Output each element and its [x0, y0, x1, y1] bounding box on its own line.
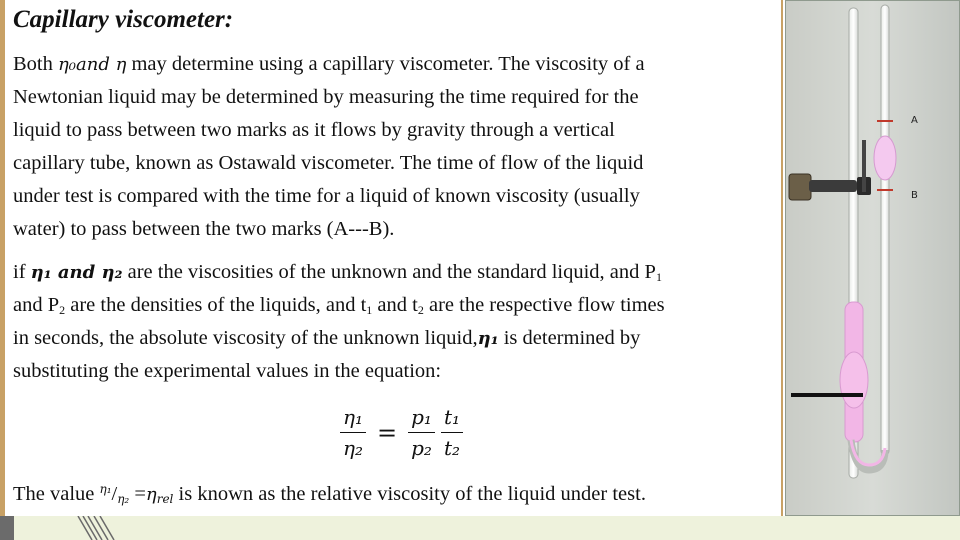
p1-numerator: p₁: [411, 405, 432, 429]
eta1-numerator: η₁: [343, 405, 363, 429]
math-eta1: η₁: [477, 328, 499, 349]
t1-numerator: t₁: [443, 405, 460, 429]
fraction-density: [408, 402, 435, 463]
intro-line-3: liquid to pass between two marks as it flows by gravity through a vertical: [13, 119, 615, 141]
text-panel: [5, 0, 783, 516]
viscosity-equation: [337, 402, 466, 463]
definitions-line-3: in seconds, the absolute viscosity of the unknown liquid,η₁ is determined by: [13, 327, 641, 349]
definitions-line-2: and $P_2$ are the densities of the liquids, and $t_1$ and $t_2$ are the respective flow times: [13, 294, 665, 317]
intro-line-4: capillary tube, known as Ostawald viscometer. The time of flow of the liquid: [13, 152, 644, 174]
math-eta0-eta: η₀and η: [58, 54, 127, 75]
math-eta1-eta2: η₁ and η₂: [30, 262, 123, 283]
intro-line-1: Both η₀and η may determine using a capillary viscometer. The viscosity of a: [13, 53, 645, 75]
lower-bulb: [840, 352, 868, 408]
paragraph-definitions: [13, 256, 665, 388]
eta2-denominator: η₂: [343, 436, 363, 460]
mark-b-label: B: [911, 190, 918, 201]
t2-denominator: t₂: [443, 436, 460, 460]
reference-line: [791, 393, 863, 397]
fraction-time: [441, 402, 463, 463]
capillary-tube: [881, 5, 889, 455]
intro-line-5: under test is compared with the time for a liquid of known viscosity (usually: [13, 185, 640, 207]
p2-denominator: p₂: [411, 436, 432, 460]
relative-viscosity-line: The value $^{\eta_1}/_{\eta_2} =\eta_{rel}$ is known as the relative viscosity of the liquid under test.: [13, 482, 646, 506]
mark-a-label: A: [911, 115, 918, 126]
fraction-eta: [340, 402, 366, 463]
intro-line-6: water) to pass between the two marks (A---B).: [13, 218, 395, 240]
equals-sign: =: [377, 418, 398, 447]
definitions-line-1: if η₁ and η₂ are the viscosities of the unknown and the standard liquid, and $P_1$: [13, 261, 662, 284]
paragraph-intro: [13, 48, 645, 246]
clamp-knob: [789, 174, 811, 200]
decorative-stripes: [0, 516, 960, 540]
ostwald-viscometer-photo: [785, 0, 960, 516]
intro-line-2: Newtonian liquid may be determined by measuring the time required for the: [13, 86, 639, 108]
clamp-arm: [809, 180, 857, 192]
definitions-line-4: substituting the experimental values in the equation:: [13, 360, 442, 382]
slide-title: Capillary viscometer:: [13, 6, 234, 33]
paragraph-relative-viscosity: [13, 478, 646, 511]
clamp-rod: [862, 140, 866, 192]
upper-bulb: [874, 136, 896, 180]
